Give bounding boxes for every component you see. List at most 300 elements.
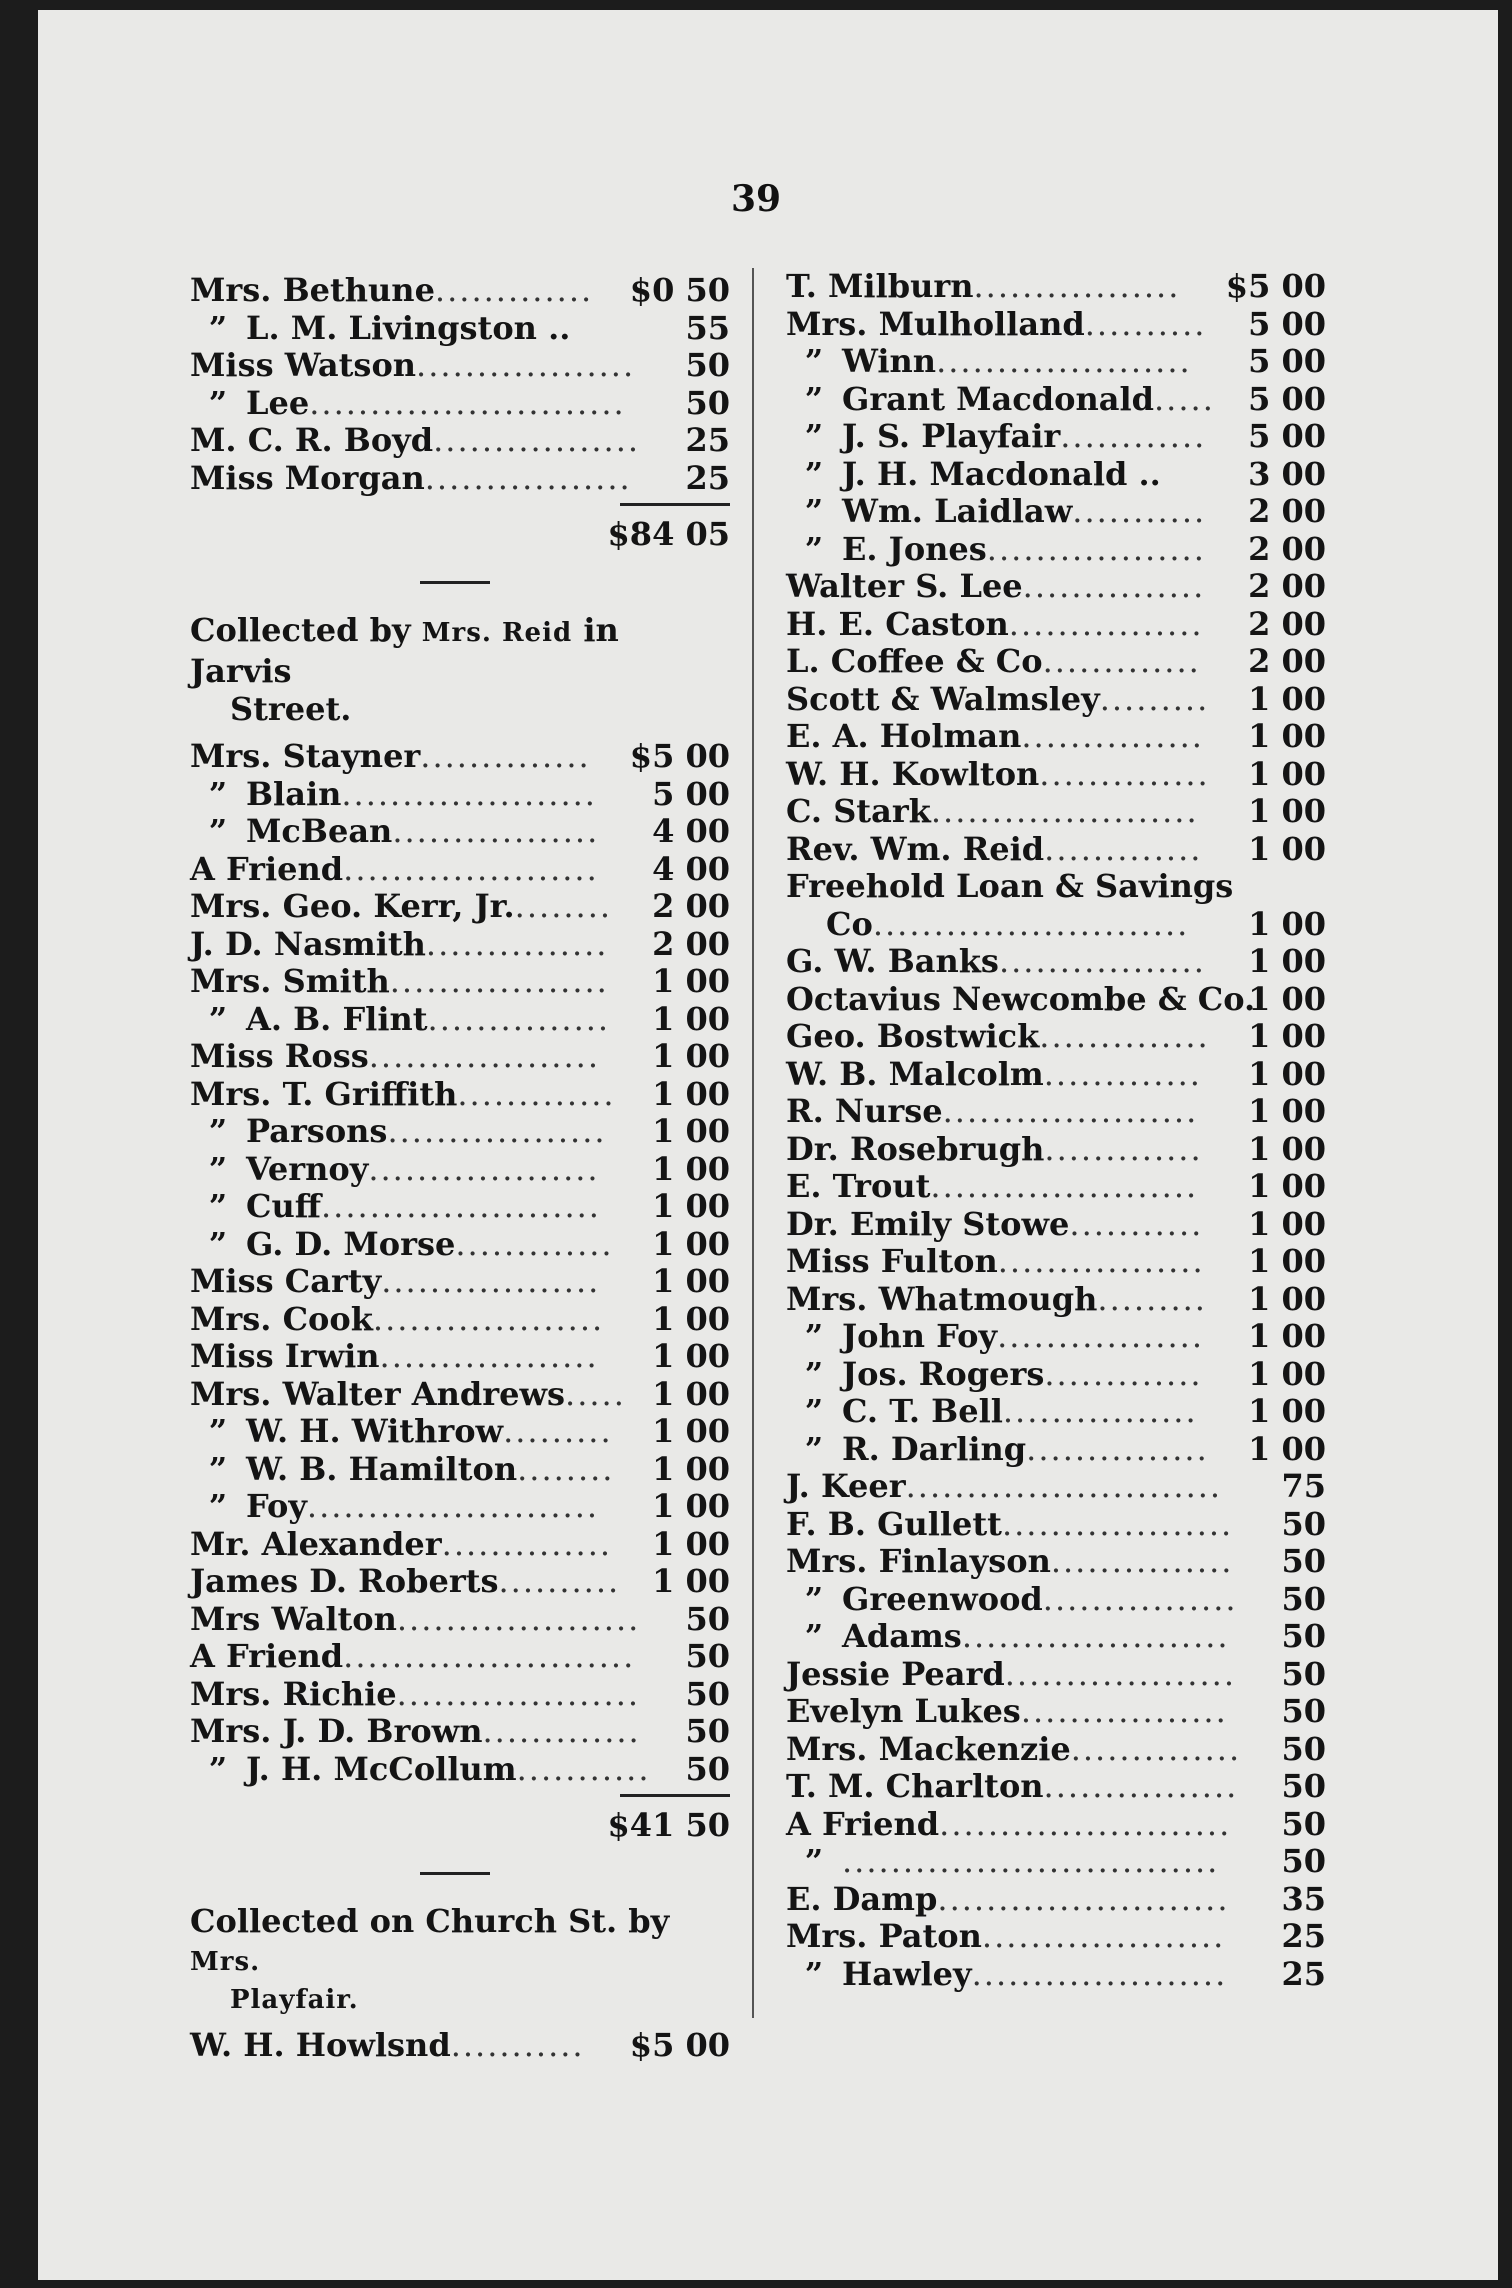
entry-name: Mrs. Finlayson — [786, 1542, 1051, 1580]
entry-name: Rev. Wm. Reid — [786, 829, 1045, 868]
leader-dots: ................. — [973, 267, 1181, 305]
entry-name: G. W. Banks — [786, 942, 999, 980]
entry-amount: 50 — [685, 1749, 730, 1788]
ditto-mark: ” — [804, 454, 824, 493]
leader-dots: .............. — [1039, 754, 1210, 793]
entry-name: J. H. Macdonald .. — [842, 454, 1161, 493]
section1-total — [190, 509, 730, 559]
list-item — [786, 1281, 1326, 1319]
leader-dots: .................... — [981, 1917, 1226, 1955]
list-item — [190, 1301, 730, 1339]
entry-amount: 1 00 — [652, 1224, 730, 1263]
leader-dots: ............. — [455, 1224, 614, 1263]
leader-dots: ................. — [998, 942, 1206, 980]
entry-name: Lee — [246, 383, 310, 422]
list-item — [190, 272, 730, 310]
entry-amount: 1 00 — [1248, 1279, 1326, 1318]
entry-amount: $5 00 — [629, 737, 730, 775]
list-item — [190, 1226, 730, 1264]
list-item — [786, 906, 1326, 944]
ditto-mark: ” — [208, 1224, 228, 1263]
list-item — [786, 1093, 1326, 1131]
entry-name: Dr. Emily Stowe — [786, 1204, 1070, 1243]
leader-dots: .......................... — [905, 1467, 1223, 1505]
leader-dots: ................. — [433, 421, 641, 459]
entry-amount: 1 00 — [1248, 717, 1326, 755]
entry-name: John Foy — [842, 1317, 998, 1355]
ditto-mark: ” — [208, 999, 228, 1038]
leader-dots: ............. — [1044, 1129, 1203, 1168]
list-item — [786, 1543, 1326, 1581]
entry-name: W. H. Withrow — [246, 1412, 504, 1450]
entry-name: Jos. Rogers — [842, 1354, 1045, 1393]
section2-heading — [190, 611, 730, 728]
entry-name: Octavius Newcombe & Co. — [786, 979, 1256, 1018]
entry-name: Greenwood — [842, 1579, 1043, 1618]
list-item — [190, 1263, 730, 1301]
list-item — [786, 1881, 1326, 1919]
entry-name: Scott & Walmsley — [786, 679, 1100, 718]
list-item — [786, 343, 1326, 381]
entry-name: Foy — [246, 1487, 307, 1525]
list-item — [786, 381, 1326, 419]
entry-amount: 1 00 — [652, 1562, 730, 1600]
list-item — [190, 1526, 730, 1564]
entry-name: McBean — [246, 812, 393, 850]
entry-name: W. H. Howlsnd — [190, 2026, 451, 2064]
entry-name: A Friend — [190, 849, 344, 888]
heading-suffix: in Jarvis — [190, 611, 619, 690]
entry-name: E. Trout — [786, 1167, 931, 1205]
entry-amount: 25 — [685, 458, 730, 497]
list-item — [786, 1356, 1326, 1394]
entry-name: E. Damp — [786, 1879, 938, 1918]
list-item — [786, 1918, 1326, 1956]
list-item — [786, 1618, 1326, 1656]
entry-amount: 1 00 — [1248, 829, 1326, 868]
entry-amount: 4 00 — [652, 812, 730, 850]
list-item — [190, 1151, 730, 1189]
leader-dots: ................. — [1020, 1692, 1228, 1730]
list-item — [786, 306, 1326, 344]
entry-name: Parsons — [246, 1112, 388, 1150]
ditto-mark: ” — [804, 492, 824, 530]
entry-name: Miss Watson — [190, 346, 417, 384]
entry-amount: 5 00 — [1248, 417, 1326, 455]
leader-dots: ............................... — [842, 1842, 1220, 1880]
section1-total-amount: $84 05 — [607, 515, 730, 553]
leader-dots: .......... — [1084, 304, 1207, 343]
list-item — [786, 1581, 1326, 1619]
list-item — [190, 460, 730, 498]
entry-amount: 50 — [1281, 1504, 1326, 1543]
leader-dots: ..... — [1154, 379, 1215, 418]
entry-name: Mr. Alexander — [190, 1524, 442, 1563]
entry-amount: 1 00 — [652, 1487, 730, 1525]
entry-name: E. A. Holman — [786, 717, 1022, 755]
entry-amount: $5 00 — [1225, 267, 1326, 305]
list-item — [786, 1131, 1326, 1169]
leader-dots: ........... — [1072, 492, 1207, 530]
ditto-mark: ” — [804, 1392, 824, 1430]
leader-dots: .................. — [986, 529, 1206, 568]
sum-rule — [190, 1788, 730, 1800]
entry-amount: 1 00 — [1248, 1354, 1326, 1393]
entry-name: A Friend — [190, 1637, 344, 1675]
entry-name: Mrs. Paton — [786, 1917, 982, 1955]
list-item — [786, 1318, 1326, 1356]
entry-name: Mrs. Cook — [190, 1299, 373, 1338]
entry-name: L. M. Livingston .. — [246, 308, 571, 347]
leader-dots: ................ — [1008, 604, 1204, 643]
list-item — [190, 310, 730, 348]
leader-dots: .......................... — [872, 904, 1190, 943]
separator — [190, 1850, 730, 1902]
leader-dots: ...................... — [961, 1617, 1230, 1655]
leader-dots: ...................... — [930, 792, 1199, 830]
list-item — [786, 1656, 1326, 1694]
leader-dots: ........................ — [939, 1804, 1232, 1843]
leader-dots: ................. — [997, 1242, 1205, 1280]
list-item — [190, 1376, 730, 1414]
list-item — [190, 1601, 730, 1639]
entry-name: Mrs. J. D. Brown — [190, 1712, 483, 1750]
entry-amount: 1 00 — [1248, 979, 1326, 1018]
entry-amount: 3 00 — [1248, 454, 1326, 493]
entry-name: Hawley — [842, 1954, 972, 1993]
entry-amount: 1 00 — [652, 999, 730, 1038]
entry-amount: 2 00 — [652, 887, 730, 925]
leader-dots: .............. — [441, 1524, 613, 1563]
entry-amount: 1 00 — [652, 1074, 730, 1113]
entry-amount: 5 00 — [1248, 304, 1326, 343]
list-item — [786, 1506, 1326, 1544]
leader-dots: ......... — [1097, 1279, 1207, 1318]
heading-prefix: Collected on Church St. by — [190, 1902, 670, 1940]
entry-amount: 1 00 — [1248, 1317, 1326, 1355]
entry-name: Mrs. Geo. Kerr, Jr. — [190, 887, 515, 925]
ditto-mark: ” — [804, 417, 824, 455]
section2-total — [190, 1800, 730, 1850]
leader-dots: ............... — [1050, 1542, 1234, 1580]
list-item — [786, 1731, 1326, 1769]
entry-amount: 1 00 — [1248, 1429, 1326, 1468]
entry-amount: 50 — [685, 346, 730, 384]
entry-amount: 50 — [1281, 1692, 1326, 1730]
right-column — [786, 268, 1326, 1993]
section2-list — [190, 738, 730, 1788]
left-column — [190, 272, 730, 2065]
entry-amount: 1 00 — [652, 1299, 730, 1338]
list-item — [190, 926, 730, 964]
entry-amount: 4 00 — [652, 849, 730, 888]
entry-amount: 1 00 — [1248, 1054, 1326, 1093]
list-item — [190, 1563, 730, 1601]
ditto-mark: ” — [208, 1449, 228, 1488]
section2-total-amount: $41 50 — [607, 1806, 730, 1844]
ditto-mark: ” — [208, 774, 228, 813]
leader-dots: ................... — [372, 1299, 605, 1338]
list-item — [190, 1751, 730, 1789]
entry-amount: 1 00 — [1248, 754, 1326, 793]
right-list — [786, 268, 1326, 1993]
list-item — [190, 1488, 730, 1526]
entry-amount: 1 00 — [1248, 1167, 1326, 1205]
list-item — [190, 813, 730, 851]
entry-name: Co — [826, 904, 873, 943]
list-item — [786, 643, 1326, 681]
ditto-mark: ” — [208, 1187, 228, 1225]
leader-dots: .............. — [420, 737, 591, 775]
ditto-mark: ” — [208, 383, 228, 422]
list-item — [190, 1451, 730, 1489]
list-item — [786, 943, 1326, 981]
leader-dots: ................... — [1001, 1504, 1234, 1543]
leader-dots: .................. — [416, 346, 636, 384]
leader-dots: .................... — [396, 1674, 641, 1713]
separator — [190, 559, 730, 611]
ditto-mark: ” — [804, 1617, 824, 1655]
list-item — [786, 606, 1326, 644]
entry-amount: 50 — [1281, 1579, 1326, 1618]
leader-dots: .................. — [381, 1262, 601, 1300]
entry-amount: 50 — [1281, 1729, 1326, 1768]
entry-amount: $0 50 — [629, 271, 730, 309]
entry-name: L. Coffee & Co — [786, 642, 1043, 680]
ditto-mark: ” — [208, 308, 228, 347]
list-item — [786, 1956, 1326, 1994]
leader-dots: ...................... — [930, 1167, 1199, 1205]
list-item — [786, 1243, 1326, 1281]
leader-dots: ................ — [1002, 1392, 1198, 1430]
list-item — [786, 1431, 1326, 1469]
list-item — [190, 1713, 730, 1751]
entry-name: J. H. McCollum — [246, 1749, 517, 1788]
entry-amount: 75 — [1281, 1467, 1326, 1505]
entry-amount: 1 00 — [652, 1449, 730, 1488]
leader-dots: ....................... — [321, 1187, 601, 1225]
leader-dots: .................. — [389, 962, 609, 1000]
leader-dots: ............. — [434, 271, 594, 309]
list-item — [786, 793, 1326, 831]
list-item — [190, 385, 730, 423]
leader-dots: .................. — [387, 1112, 607, 1150]
sum-rule — [190, 497, 730, 509]
list-item — [190, 1001, 730, 1039]
entry-amount: 50 — [1281, 1842, 1326, 1880]
list-item — [786, 1018, 1326, 1056]
entry-amount: 1 00 — [1248, 1204, 1326, 1243]
leader-dots: ................. — [997, 1317, 1204, 1355]
entry-name: Jessie Peard — [786, 1654, 1005, 1693]
leader-dots: ............... — [1021, 717, 1204, 755]
list-item — [786, 1468, 1326, 1506]
entry-amount: 50 — [685, 383, 730, 422]
list-item — [786, 868, 1326, 906]
entry-amount: 2 00 — [1248, 642, 1326, 680]
ditto-mark: ” — [208, 812, 228, 850]
entry-name: G. D. Morse — [246, 1224, 456, 1263]
list-item — [190, 963, 730, 1001]
heading-collector: Mrs. Reid — [421, 618, 573, 648]
entry-name: Mrs. Stayner — [190, 737, 421, 775]
heading-collector: Mrs. — [190, 1947, 261, 1977]
leader-dots: ............. — [1043, 1054, 1202, 1093]
entry-amount: 25 — [1281, 1954, 1326, 1993]
entry-name: Miss Ross — [190, 1037, 369, 1075]
entry-amount: 1 00 — [652, 1337, 730, 1375]
entry-name: H. E. Caston — [786, 604, 1009, 643]
entry-name: Dr. Rosebrugh — [786, 1129, 1045, 1168]
ditto-mark: ” — [804, 1354, 824, 1393]
leader-dots: ........... — [516, 1749, 651, 1788]
leader-dots: ..................... — [341, 774, 597, 813]
ditto-mark: ” — [804, 1842, 824, 1880]
leader-dots: ........... — [1069, 1204, 1204, 1243]
list-item — [190, 422, 730, 460]
entry-amount: 50 — [685, 1712, 730, 1750]
leader-dots: ............. — [1042, 642, 1201, 680]
leader-dots: ........................ — [343, 1637, 636, 1675]
leader-dots: ......... — [503, 1412, 613, 1450]
entry-amount: 50 — [685, 1637, 730, 1675]
ditto-mark: ” — [208, 1112, 228, 1150]
leader-dots: ..................... — [343, 849, 599, 888]
entry-amount: 1 00 — [1248, 1092, 1326, 1130]
entry-name: W. B. Hamilton — [246, 1449, 518, 1488]
list-item — [786, 493, 1326, 531]
leader-dots: ................. — [424, 458, 632, 497]
list-item — [786, 718, 1326, 756]
entry-name: A Friend — [786, 1804, 940, 1843]
entry-amount: 1 00 — [652, 1112, 730, 1150]
entry-name: R. Darling — [842, 1429, 1027, 1468]
leader-dots: ..... — [565, 1374, 626, 1413]
leader-dots: .................... — [396, 1599, 641, 1638]
entry-name: Evelyn Lukes — [786, 1692, 1021, 1730]
ditto-mark: ” — [208, 1412, 228, 1450]
list-item — [190, 776, 730, 814]
entry-name: Miss Carty — [190, 1262, 382, 1300]
entry-amount: 2 00 — [652, 924, 730, 963]
ditto-mark: ” — [804, 529, 824, 568]
list-item — [190, 851, 730, 889]
leader-dots: ................... — [368, 1037, 600, 1075]
leader-dots: ................ — [1042, 1579, 1238, 1618]
entry-name: Mrs. T. Griffith — [190, 1074, 458, 1113]
entry-amount: 1 00 — [652, 1262, 730, 1300]
leader-dots: ............. — [1044, 829, 1203, 868]
section3-heading — [190, 1902, 730, 2019]
ditto-mark: ” — [804, 379, 824, 418]
leader-dots: ............. — [457, 1074, 616, 1113]
leader-dots: ........................ — [937, 1879, 1230, 1918]
ditto-mark: ” — [804, 1579, 824, 1618]
list-item — [190, 888, 730, 926]
ditto-mark: ” — [804, 1317, 824, 1355]
leader-dots: .......... — [498, 1562, 621, 1600]
leader-dots: ............... — [427, 999, 611, 1038]
leader-dots: ............ — [1060, 417, 1207, 455]
list-item — [786, 418, 1326, 456]
entry-name: Freehold Loan & Savings — [786, 867, 1234, 905]
list-item — [786, 831, 1326, 869]
leader-dots: .................. — [379, 1337, 599, 1375]
entry-name: T. Milburn — [786, 267, 974, 305]
entry-name: James D. Roberts — [190, 1562, 499, 1600]
entry-name: Mrs. Walter Andrews — [190, 1374, 566, 1413]
entry-name: M. C. R. Boyd — [190, 421, 434, 459]
list-item — [190, 1413, 730, 1451]
entry-amount: 25 — [685, 421, 730, 459]
list-item — [190, 1638, 730, 1676]
page-number: 39 — [730, 178, 782, 220]
entry-amount: 50 — [685, 1599, 730, 1638]
entry-name: J. D. Nasmith — [190, 924, 426, 963]
list-item — [190, 1113, 730, 1151]
entry-amount: $5 00 — [629, 2026, 730, 2064]
entry-amount: 25 — [1281, 1917, 1326, 1955]
entry-amount: 1 00 — [1248, 1392, 1326, 1430]
entry-name: T. M. Charlton — [786, 1767, 1044, 1805]
entry-name: Mrs Walton — [190, 1599, 397, 1638]
list-item — [190, 2027, 730, 2065]
entry-name: Mrs. Bethune — [190, 271, 435, 309]
entry-amount: 50 — [1281, 1542, 1326, 1580]
list-item — [786, 1056, 1326, 1094]
leader-dots: ................. — [392, 812, 600, 850]
entry-amount: 1 00 — [652, 962, 730, 1000]
list-item — [786, 531, 1326, 569]
leader-dots: ................... — [368, 1149, 600, 1188]
list-item — [786, 1843, 1326, 1881]
entry-amount: 1 00 — [652, 1374, 730, 1413]
leader-dots: ........ — [514, 887, 613, 925]
list-item — [786, 1393, 1326, 1431]
entry-amount: 1 00 — [1248, 942, 1326, 980]
entry-name: Miss Morgan — [190, 458, 425, 497]
entry-name: Grant Macdonald — [842, 379, 1154, 418]
ditto-mark: ” — [804, 1429, 824, 1468]
list-item — [190, 1188, 730, 1226]
list-item — [190, 347, 730, 385]
entry-name: Blain — [246, 774, 342, 813]
entry-name: Miss Irwin — [190, 1337, 380, 1375]
entry-name: Mrs. Mackenzie — [786, 1729, 1071, 1768]
list-item — [786, 681, 1326, 719]
entry-amount: 5 00 — [1248, 342, 1326, 380]
entry-name: Walter S. Lee — [786, 567, 1023, 605]
entry-name: W. B. Malcolm — [786, 1054, 1044, 1093]
entry-amount: 1 00 — [652, 1524, 730, 1563]
entry-amount: 1 00 — [1248, 1017, 1326, 1055]
list-item — [190, 1038, 730, 1076]
ditto-mark: ” — [208, 1149, 228, 1188]
entry-amount: 55 — [685, 308, 730, 347]
entry-amount: 2 00 — [1248, 529, 1326, 568]
list-item — [190, 1076, 730, 1114]
leader-dots: .............. — [1070, 1729, 1242, 1768]
entry-amount: 2 00 — [1248, 604, 1326, 643]
heading-continuation: Playfair. — [230, 1985, 359, 2015]
entry-name: J. S. Playfair — [842, 417, 1061, 455]
entry-name: Mrs. Mulholland — [786, 304, 1085, 343]
entry-amount: 1 00 — [1248, 1242, 1326, 1280]
entry-amount: 1 00 — [1248, 792, 1326, 830]
leader-dots: ..................... — [942, 1092, 1199, 1130]
entry-name: Mrs. Richie — [190, 1674, 397, 1713]
ditto-mark: ” — [208, 1487, 228, 1525]
